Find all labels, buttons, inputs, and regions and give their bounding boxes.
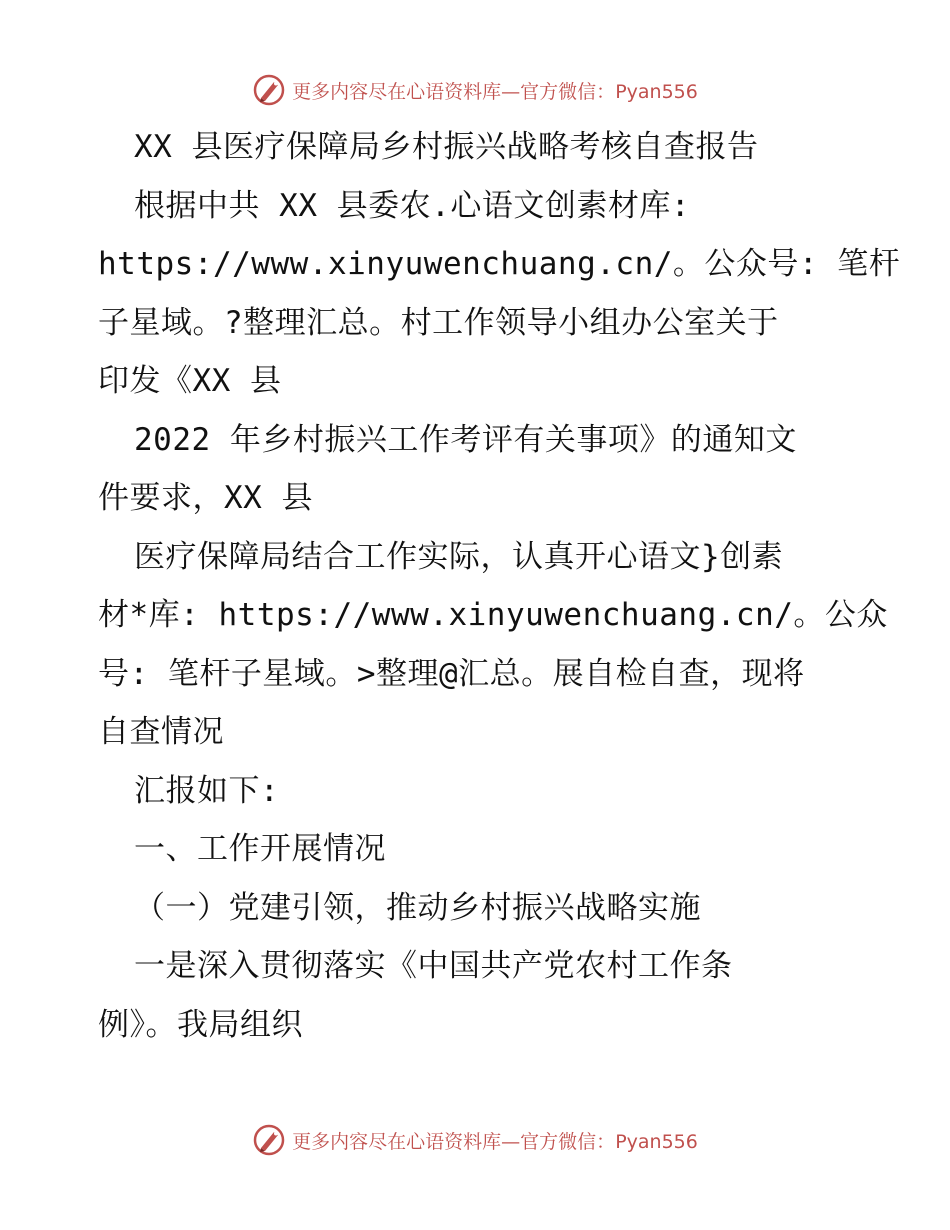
paragraph-line: https://www.xinyuwenchuang.cn/。公众号: 笔杆 [98,246,901,282]
paragraph-line: 件要求，XX 县 [98,480,313,516]
banner-separator: — [501,80,521,103]
banner-title: 更多内容尽在心语资料库 [292,1130,502,1153]
paragraph-line: 2022 年乡村振兴工作考评有关事项》的通知文 [134,421,797,458]
banner-title: 更多内容尽在心语资料库 [292,80,502,103]
subsection-heading: （一）党建引领，推动乡村振兴战略实施 [134,889,701,926]
wechat-label: 官方微信： [520,1130,616,1153]
document-title: XX 县医疗保障局乡村振兴战略考核自查报告 [134,129,759,165]
pen-circle-logo-icon [252,1123,286,1157]
pen-circle-logo-icon [252,73,286,107]
paragraph-line: 材*库: https://www.xinyuwenchuang.cn/。公众 [98,597,888,633]
paragraph-line: 医疗保障局结合工作实际，认真开心语文}创素 [134,538,784,575]
wechat-id: Pyan556 [615,80,698,103]
wechat-label: 官方微信： [520,80,616,103]
footer-banner-text [292,1127,698,1154]
paragraph-line: 一是深入贯彻落实《中国共产党农村工作条 [134,948,733,984]
paragraph-line: 例》。我局组织 [98,1006,303,1043]
paragraph-line: 号: 笔杆子星域。>整理@汇总。展自检自查，现将 [98,655,805,692]
paragraph-line: 印发《XX 县 [98,363,282,399]
paragraph-line: 根据中共 XX 县委农.心语文创素材库: [134,187,690,224]
footer-banner [0,1120,950,1160]
paragraph-line: 自查情况 [98,714,224,750]
paragraph-line: 子星域。?整理汇总。村工作领导小组办公室关于 [98,304,779,341]
document-body [98,118,901,1054]
header-banner [0,70,950,110]
paragraph-line: 汇报如下: [134,772,280,809]
header-banner-text [292,77,698,104]
banner-separator: — [501,1130,521,1153]
section-heading: 一、工作开展情况 [134,831,386,867]
wechat-id: Pyan556 [615,1130,698,1153]
